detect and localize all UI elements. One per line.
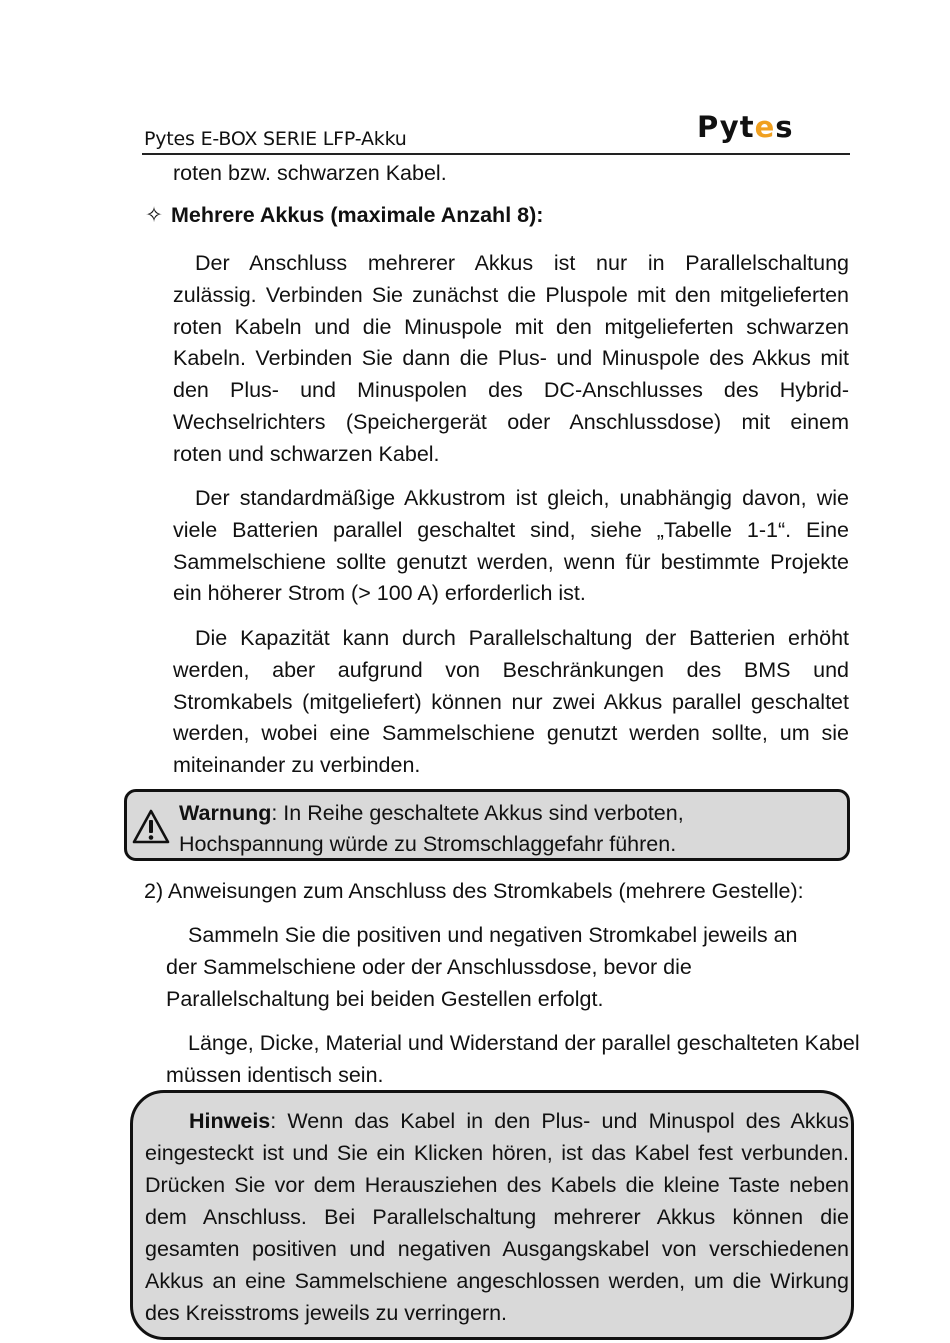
paragraph-line: Länge, Dicke, Material und Widerstand der parallel geschalteten Kabel bbox=[188, 1031, 860, 1055]
header-title: Pytes E-BOX SERIE LFP-Akku bbox=[144, 128, 407, 150]
paragraph-identical-cables bbox=[166, 1028, 896, 1092]
logo-text-e: e bbox=[754, 110, 776, 144]
warning-triangle-icon bbox=[131, 808, 171, 846]
paragraph-line: Die Kapazität kann durch Parallelschaltung der Batterien erhöht bbox=[195, 626, 849, 650]
paragraph-line: ein höherer Strom (> 100 A) erforderlich ist. bbox=[173, 581, 586, 606]
note-label: Hinweis bbox=[189, 1109, 271, 1133]
paragraph-collect-cables bbox=[166, 920, 866, 1015]
paragraph-line: werden, aber aufgrund von Beschränkungen des BMS und bbox=[173, 657, 849, 682]
paragraph-multiple-batteries bbox=[173, 248, 849, 471]
section-2-heading: 2) Anweisungen zum Anschluss des Stromkabels (mehrere Gestelle): bbox=[144, 879, 804, 903]
warning-text bbox=[179, 798, 684, 860]
paragraph-line: Der standardmäßige Akkustrom ist gleich, unabhängig davon, wie bbox=[195, 486, 849, 510]
bullet-heading-text: Mehrere Akkus (maximale Anzahl 8): bbox=[171, 203, 544, 227]
paragraph-line: Sammelschiene sollte genutzt werden, wenn für bestimmte Projekte bbox=[173, 549, 849, 574]
paragraph-line: viele Batterien parallel geschaltet sind, siehe „Tabelle 1-1“. Eine bbox=[173, 517, 849, 542]
note-box bbox=[130, 1090, 854, 1340]
paragraph-line: werden, wobei eine Sammelschiene genutzt werden sollte, um sie bbox=[173, 721, 849, 746]
paragraph-capacity bbox=[173, 623, 849, 782]
warning-label: Warnung bbox=[179, 801, 272, 825]
paragraph-line: roten Kabeln und die Minuspole mit den mitgelieferten schwarzen bbox=[173, 314, 849, 339]
pytes-logo bbox=[697, 110, 794, 144]
continuation-line: roten bzw. schwarzen Kabel. bbox=[173, 161, 447, 185]
warning-box bbox=[124, 789, 850, 861]
paragraph-battery-current bbox=[173, 483, 849, 610]
header-divider bbox=[142, 153, 850, 155]
paragraph-line: Wechselrichters (Speichergerät oder Anschlussdose) mit einem bbox=[173, 409, 849, 434]
paragraph-line: Sammeln Sie die positiven und negativen Stromkabel jeweils an bbox=[188, 923, 798, 947]
note-text bbox=[145, 1105, 849, 1329]
paragraph-line: Der Anschluss mehrerer Akkus ist nur in Parallelschaltung bbox=[195, 251, 849, 275]
paragraph-line: Kabeln. Verbinden Sie dann die Plus- und Minuspole des Akkus mit bbox=[173, 346, 849, 371]
paragraph-line: den Plus- und Minuspolen des DC-Anschlusses des Hybrid- bbox=[173, 378, 849, 403]
paragraph-line: der Sammelschiene oder der Anschlussdose, bevor die bbox=[166, 954, 692, 979]
warning-line: Hochspannung würde zu Stromschlaggefahr führen. bbox=[179, 832, 677, 856]
logo-text-start: Pyt bbox=[697, 110, 755, 144]
paragraph-line: miteinander zu verbinden. bbox=[173, 753, 421, 778]
paragraph-line: müssen identisch sein. bbox=[166, 1062, 384, 1087]
logo-text-end: s bbox=[775, 110, 794, 144]
warning-line: Warnung: In Reihe geschaltete Akkus sind verboten, bbox=[179, 801, 684, 825]
paragraph-line: Parallelschaltung bei beiden Gestellen erfolgt. bbox=[166, 986, 604, 1011]
paragraph-line: zulässig. Verbinden Sie zunächst die Pluspole mit den mitgelieferten bbox=[173, 282, 849, 307]
paragraph-line: roten und schwarzen Kabel. bbox=[173, 441, 440, 466]
sparkle-bullet-icon: ✧ bbox=[145, 203, 164, 227]
paragraph-line: Stromkabels (mitgeliefert) können nur zwei Akkus parallel geschaltet bbox=[173, 689, 849, 714]
bullet-heading bbox=[145, 203, 543, 228]
note-body: : Wenn das Kabel in den Plus- und Minuspol des Akkus eingesteckt ist und Sie ein Klicken hören, ist das Kabel fest verbunden. Drücken Sie vor dem Herausziehen des Kabels die kleine Taste neben dem Anschluss. Bei Parallelschaltung mehrerer Akkus können die gesamten positiven und negativen Ausgangskabel von verschiedenen Akkus an eine Sammelschiene angeschlossen werden, um die Wirkung des Kreisstroms jeweils zu verringern. bbox=[145, 1109, 849, 1325]
